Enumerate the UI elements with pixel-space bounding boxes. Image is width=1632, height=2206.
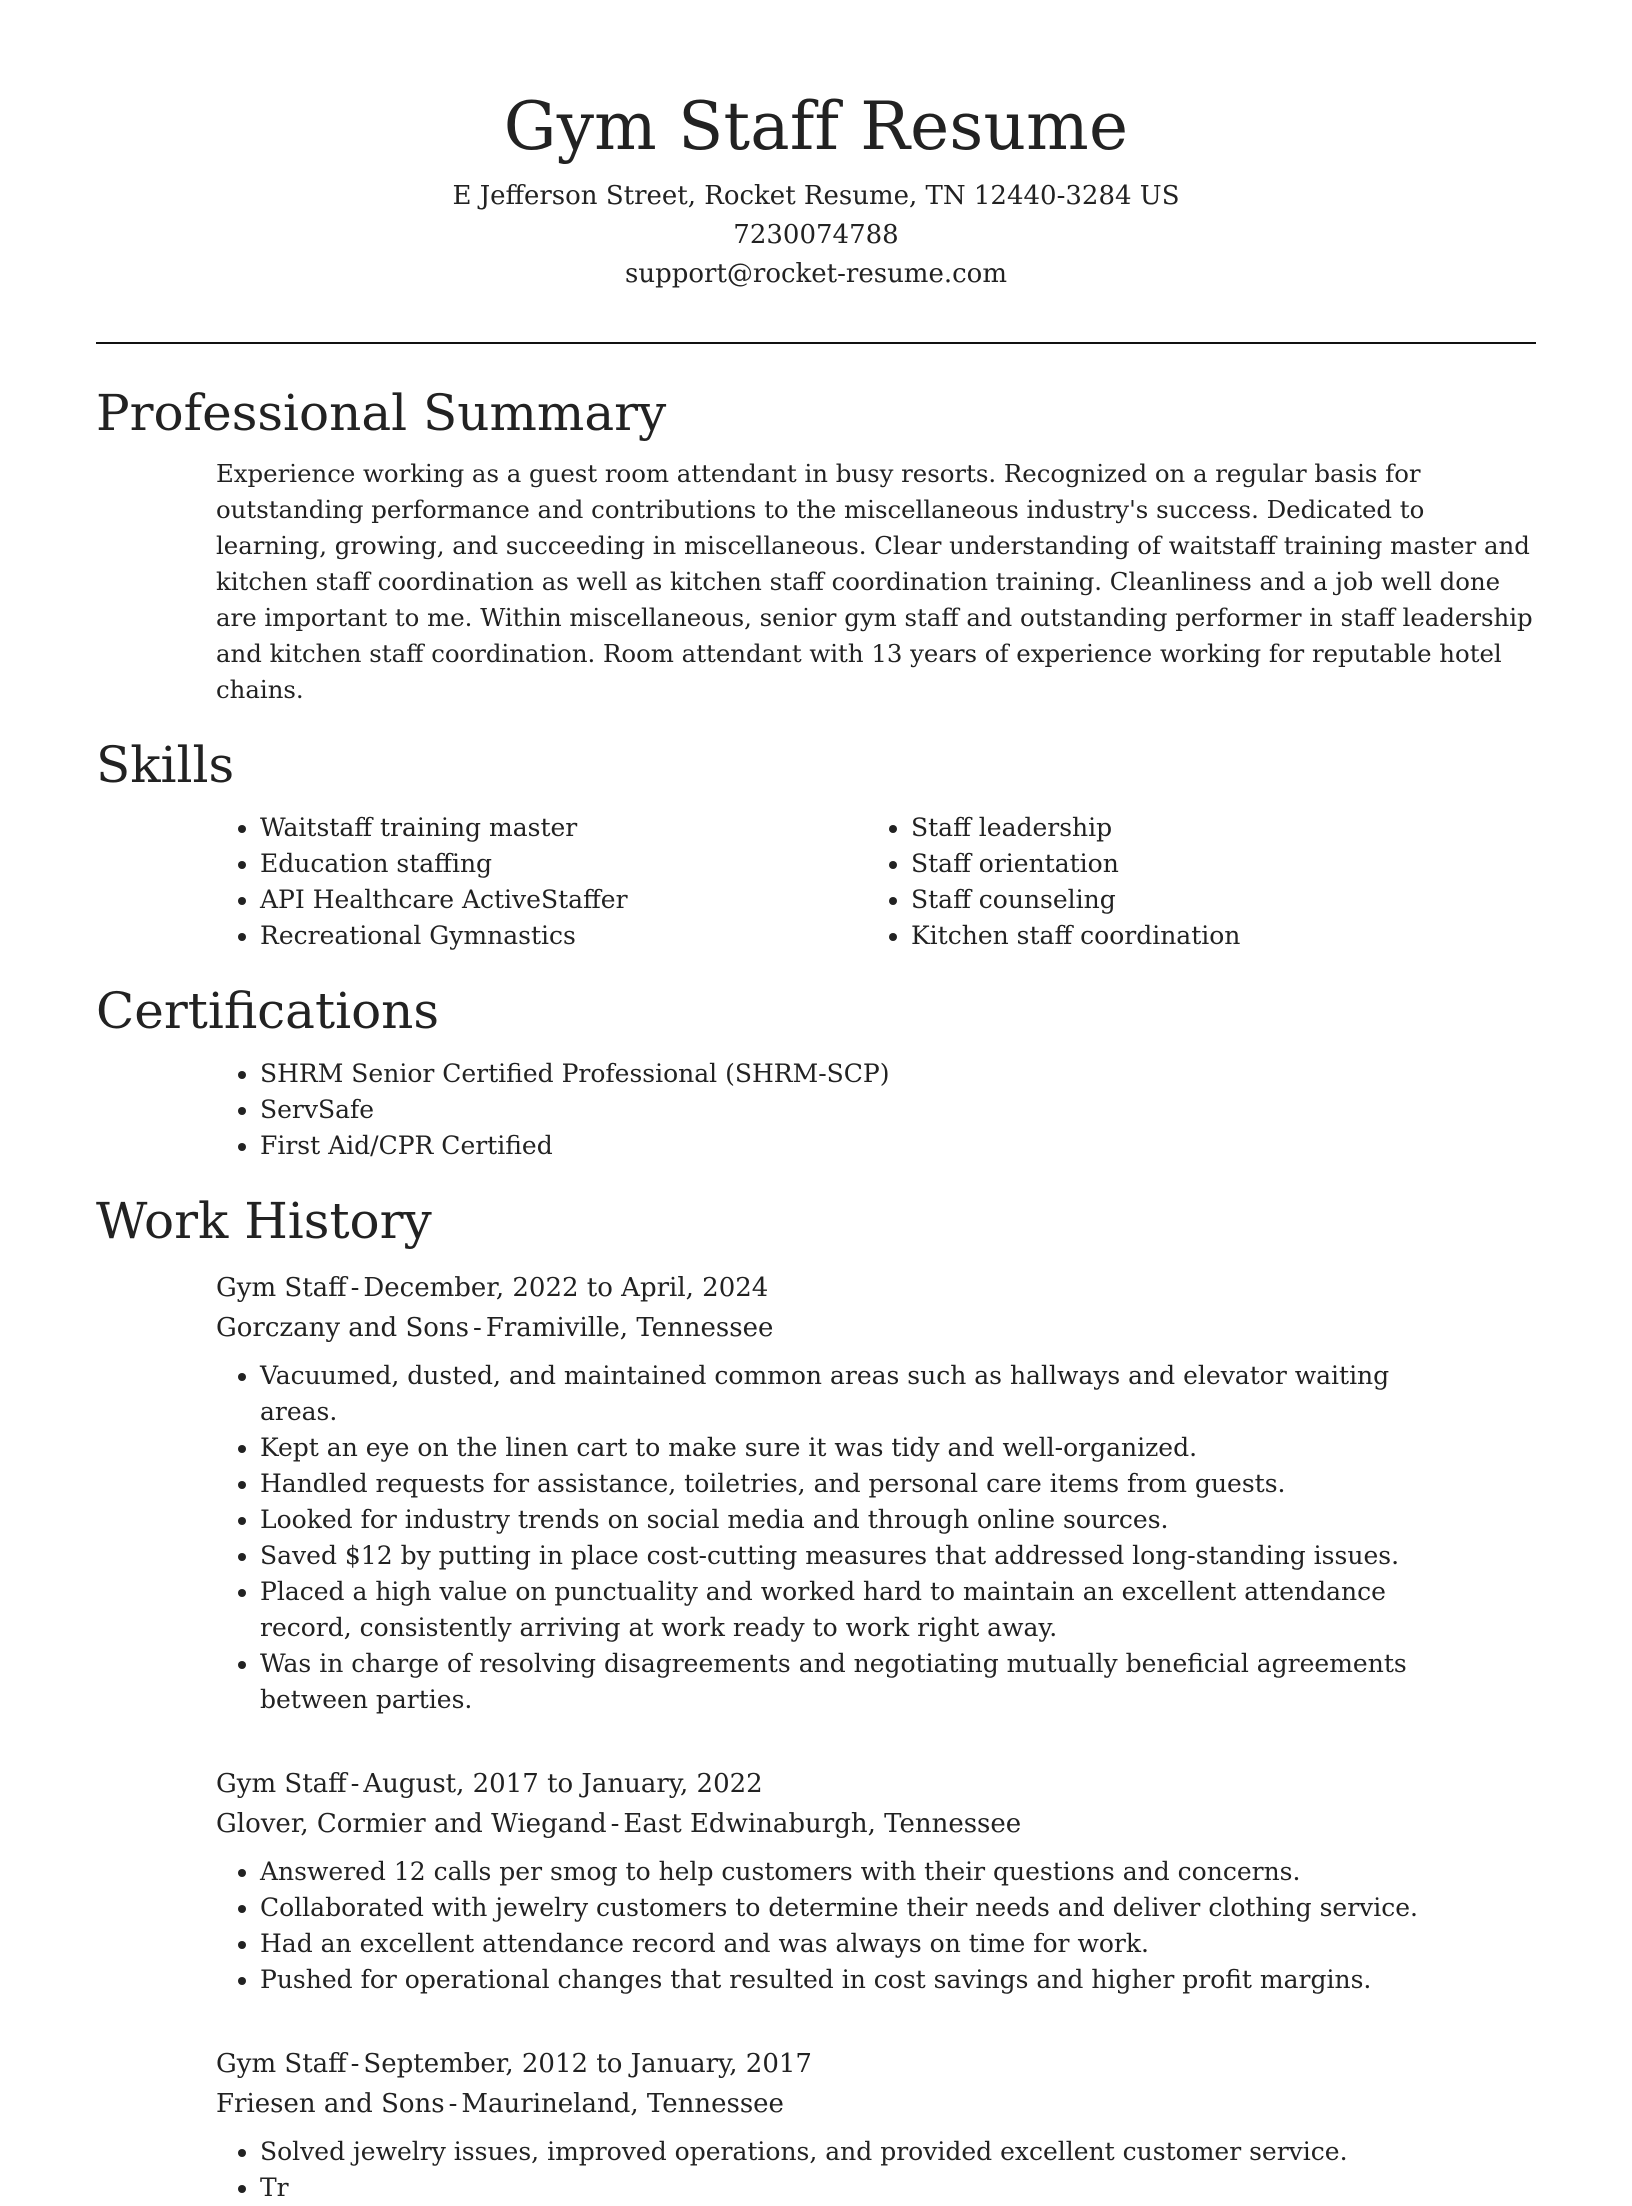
separator: -: [473, 1313, 482, 1343]
job-dates: December, 2022 to April, 2024: [363, 1273, 769, 1303]
skill-item: • Kitchen staff coordination: [911, 918, 1398, 954]
separator: -: [350, 2049, 360, 2079]
job-bullet: • Saved $12 by putting in place cost-cutting measures that addressed long-standing issues.: [260, 1538, 1440, 1574]
skills-heading: Skills: [96, 736, 235, 794]
separator: -: [350, 1769, 360, 1799]
job-company-line: [216, 1308, 1536, 1348]
contact-block: [0, 177, 1632, 294]
job-location: Framiville, Tennessee: [485, 1313, 774, 1343]
job-bullets: [216, 2134, 1440, 2206]
job-bullet: • Had an excellent attendance record and was always on time for work.: [260, 1926, 1440, 1962]
job-bullet: • Vacuumed, dusted, and maintained common areas such as hallways and elevator waiting areas.: [260, 1358, 1440, 1430]
skill-item: • API Healthcare ActiveStaffer: [260, 882, 747, 918]
job-bullet: • Looked for industry trends on social media and through online sources.: [260, 1502, 1440, 1538]
resume-header: [0, 0, 1632, 294]
skills-grid: [96, 810, 1536, 954]
certification-item: • SHRM Senior Certified Professional (SHRM-SCP): [260, 1056, 1536, 1092]
separator: -: [610, 1809, 620, 1839]
job-entry: [216, 1268, 1536, 1718]
separator: -: [350, 1273, 360, 1303]
skill-item: • Staff counseling: [911, 882, 1398, 918]
contact-phone: 7230074788: [733, 220, 899, 250]
job-bullet: • Answered 12 calls per smog to help customers with their questions and concerns.: [260, 1854, 1440, 1890]
job-bullets: [216, 1358, 1440, 1718]
job-bullet: • Pushed for operational changes that resulted in cost savings and higher profit margins.: [260, 1962, 1440, 1998]
skill-item: • Education staffing: [260, 846, 747, 882]
job-bullets: [216, 1854, 1440, 1998]
summary-text: Experience working as a guest room attendant in busy resorts. Recognized on a regular basis for outstanding performance and contributions to the miscellaneous industry's success. Dedicated to learning, growing, and succeeding in miscellaneous. Clear understanding of waitstaff training master and kitchen staff coordination as well as kitchen staff coordination training. Cleanliness and a job well done are important to me. Within miscellaneous, senior gym staff and outstanding performer in staff leadership and kitchen staff coordination. Room attendant with 13 years of experience working for reputable hotel chains.: [216, 459, 1533, 704]
certifications-list: [96, 1056, 1536, 1164]
job-bullet: • Tr: [260, 2170, 1440, 2206]
job-title-line: [216, 1764, 1536, 1804]
job-company: Gorczany and Sons: [216, 1313, 470, 1343]
job-dates: August, 2017 to January, 2022: [363, 1769, 763, 1799]
summary-heading: Professional Summary: [96, 384, 667, 442]
job-title: Gym Staff: [216, 2049, 347, 2079]
job-location: East Edwinaburgh, Tennessee: [623, 1809, 1022, 1839]
job-company: Glover, Cormier and Wiegand: [216, 1809, 607, 1839]
contact-address: E Jefferson Street, Rocket Resume, TN 12440-3284 US: [452, 181, 1180, 211]
job-title: Gym Staff: [216, 1769, 347, 1799]
skills-list-left: [96, 810, 747, 954]
job-dates: September, 2012 to January, 2017: [363, 2049, 812, 2079]
job-company: Friesen and Sons: [216, 2089, 445, 2119]
summary-section: [96, 378, 1536, 708]
job-title-line: [216, 2044, 1536, 2084]
separator: -: [448, 2089, 458, 2119]
certification-item: • ServSafe: [260, 1092, 1536, 1128]
certifications-section: [96, 976, 1536, 1164]
job-entry: [216, 1764, 1536, 1998]
skills-list-right: [747, 810, 1398, 954]
job-location: Maurineland, Tennessee: [461, 2089, 784, 2119]
job-company-line: [216, 1804, 1536, 1844]
resume-title: Gym Staff Resume: [503, 88, 1129, 165]
skill-item: • Staff leadership: [911, 810, 1398, 846]
job-bullet: • Was in charge of resolving disagreements and negotiating mutually beneficial agreements between parties.: [260, 1646, 1440, 1718]
work-section: [96, 1186, 1536, 2206]
job-entry: [216, 2044, 1536, 2206]
certification-item: • First Aid/CPR Certified: [260, 1128, 1536, 1164]
work-heading: Work History: [96, 1192, 432, 1250]
job-bullet: • Collaborated with jewelry customers to determine their needs and deliver clothing service.: [260, 1890, 1440, 1926]
job-bullet: • Solved jewelry issues, improved operations, and provided excellent customer service.: [260, 2134, 1440, 2170]
certifications-heading: Certifications: [96, 982, 440, 1040]
job-title-line: [216, 1268, 1536, 1308]
skills-section: [96, 730, 1536, 954]
header-divider: [96, 342, 1536, 344]
job-company-line: [216, 2084, 1536, 2124]
contact-email: support@rocket-resume.com: [624, 259, 1007, 289]
job-title: Gym Staff: [216, 1273, 347, 1303]
job-bullet: • Handled requests for assistance, toiletries, and personal care items from guests.: [260, 1466, 1440, 1502]
job-bullet: • Placed a high value on punctuality and worked hard to maintain an excellent attendance record, consistently arriving at work ready to work right away.: [260, 1574, 1440, 1646]
skill-item: • Recreational Gymnastics: [260, 918, 747, 954]
skill-item: • Waitstaff training master: [260, 810, 747, 846]
resume-body: [96, 378, 1536, 2206]
skill-item: • Staff orientation: [911, 846, 1398, 882]
job-bullet: • Kept an eye on the linen cart to make sure it was tidy and well-organized.: [260, 1430, 1440, 1466]
